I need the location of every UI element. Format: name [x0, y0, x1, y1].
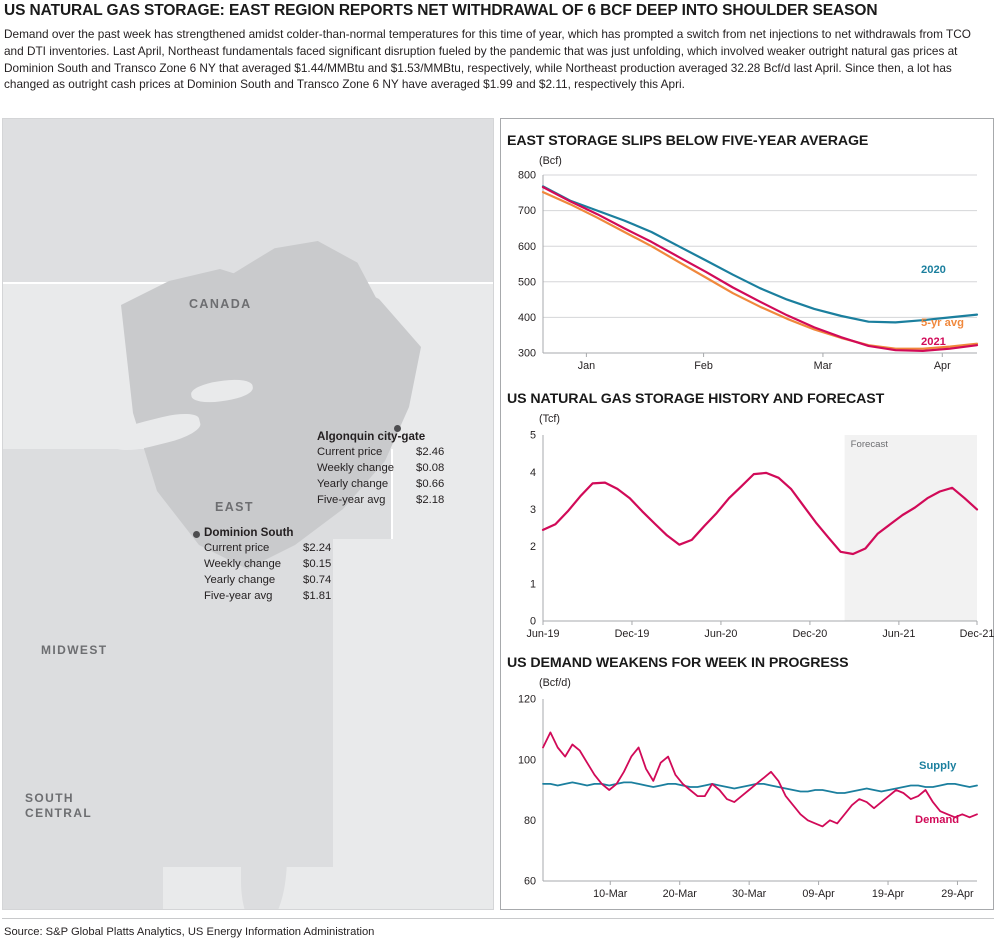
y-tick-label: 120	[517, 693, 536, 706]
gulf-water	[163, 867, 494, 910]
y-tick-label: 600	[517, 240, 536, 253]
chart-2-unit: (Tcf)	[539, 413, 560, 425]
y-tick-label: 700	[517, 205, 536, 218]
map-label-east: EAST	[215, 500, 254, 514]
map-panel	[2, 118, 494, 910]
x-tick-label: Jan	[577, 360, 596, 372]
callout-value: $1.81	[303, 590, 332, 603]
x-tick-label: 09-Apr	[802, 888, 835, 900]
y-tick-label: 800	[517, 169, 536, 182]
chart-2-title: US NATURAL GAS STORAGE HISTORY AND FORECAST	[507, 391, 885, 407]
series-label: 5-yr avg	[921, 317, 964, 329]
chart-3-title: US DEMAND WEAKENS FOR WEEK IN PROGRESS	[507, 655, 849, 671]
callout-label: Five-year avg	[204, 590, 273, 603]
callout-row	[317, 461, 444, 477]
lake-michigan	[9, 331, 49, 439]
forecast-shading	[845, 435, 977, 621]
callout-algonquin-title: Algonquin city-gate	[317, 430, 426, 443]
article-summary: Demand over the past week has strengthened amidst colder-than-normal temperatures for this time of year, which has prompted a switch from net injections to net withdrawals from TCO and DTI inventories. Last April, Northeast fundamentals faced significant disruption fueled by the pandemic that was just unfolding, which involved weaker outright natural gas prices at Dominion South and Transco Zone 6 NY that averaged $1.44/MMBtu and $1.53/MMBtu, respectively, while Northeast production averaged 32.28 Bcf/d last April. Since then, a lot has changed as outright cash prices at Dominion South and Transco Zone 6 NY have averaged $1.99 and $2.11, respectively this Apri.	[4, 27, 971, 92]
callout-row	[317, 493, 444, 509]
y-tick-label: 3	[529, 504, 536, 516]
callout-label: Current price	[204, 542, 270, 555]
chart-1-title: EAST STORAGE SLIPS BELOW FIVE-YEAR AVERAGE	[507, 133, 869, 149]
callout-value: $0.66	[416, 478, 445, 491]
x-tick-label: 30-Mar	[732, 888, 767, 900]
callout-value: $0.15	[303, 558, 332, 571]
x-tick-label: Jun-21	[882, 628, 916, 640]
callout-row	[204, 589, 331, 605]
y-tick-label: 0	[529, 615, 536, 628]
callout-dominion-south	[204, 525, 331, 605]
callout-value: $2.24	[303, 542, 332, 555]
x-tick-label: 10-Mar	[593, 888, 628, 900]
x-tick-label: Mar	[813, 360, 833, 372]
chart-1-plot	[501, 169, 995, 379]
chart-storage-history	[501, 391, 995, 651]
y-tick-label: 100	[517, 754, 536, 767]
callout-dominion-south-title: Dominion South	[204, 526, 294, 539]
callout-label: Weekly change	[204, 558, 282, 571]
x-tick-label: Jun-20	[704, 628, 738, 640]
callout-label: Yearly change	[204, 574, 276, 587]
callout-row	[204, 541, 331, 557]
callout-row	[204, 557, 331, 573]
dominion-south-marker-dot	[193, 531, 200, 538]
footer-divider	[2, 918, 994, 919]
y-tick-label: 60	[523, 875, 536, 888]
callout-label: Five-year avg	[317, 494, 386, 507]
x-tick-label: Dec-20	[792, 628, 828, 640]
x-tick-label: Apr	[933, 360, 951, 372]
x-tick-label: Feb	[694, 360, 713, 372]
y-tick-label: 300	[517, 347, 536, 360]
x-tick-label: 20-Mar	[662, 888, 697, 900]
callout-row	[317, 445, 444, 461]
x-tick-label: Dec-19	[614, 628, 650, 640]
series-label: Demand	[915, 814, 960, 826]
map-label-south-central: SOUTH CENTRAL	[25, 791, 93, 820]
callout-value: $0.08	[416, 462, 445, 475]
atlantic-ocean	[333, 539, 494, 910]
chart-3-unit: (Bcf/d)	[539, 677, 571, 689]
florida-peninsula	[241, 809, 287, 910]
callout-label: Weekly change	[317, 462, 395, 475]
series-label: 2021	[921, 336, 946, 348]
callout-label: Yearly change	[317, 478, 389, 491]
y-tick-label: 2	[529, 541, 536, 554]
series-line	[543, 782, 977, 793]
callout-label: Current price	[317, 446, 383, 459]
chart-2-plot	[501, 427, 995, 647]
map-label-canada: CANADA	[189, 297, 252, 311]
series-line	[543, 732, 977, 826]
source-note: Source: S&P Global Platts Analytics, US Energy Information Administration	[4, 926, 375, 938]
x-tick-label: Dec-21	[959, 628, 995, 640]
page-title: US NATURAL GAS STORAGE: EAST REGION REPORTS NET WITHDRAWAL OF 6 BCF DEEP INTO SHOULDER SEASON	[4, 2, 878, 19]
callout-value: $2.46	[416, 446, 445, 459]
series-label: 2020	[921, 264, 946, 276]
callout-value: $2.18	[416, 494, 445, 507]
y-tick-label: 1	[529, 578, 536, 591]
x-tick-label: Jun-19	[526, 628, 560, 640]
chart-demand	[501, 655, 995, 911]
y-tick-label: 400	[517, 312, 536, 324]
series-label: Supply	[919, 760, 957, 772]
y-tick-label: 5	[529, 429, 536, 442]
forecast-annotation: Forecast	[850, 439, 888, 450]
callout-row	[204, 573, 331, 589]
y-tick-label: 500	[517, 276, 536, 289]
chart-east-storage	[501, 133, 995, 383]
series-line	[543, 187, 977, 351]
callout-value: $0.74	[303, 574, 332, 587]
chart-1-unit: (Bcf)	[539, 155, 562, 167]
callout-algonquin	[317, 429, 444, 509]
callout-row	[317, 477, 444, 493]
x-tick-label: 19-Apr	[871, 888, 905, 900]
lake-huron	[62, 327, 126, 410]
charts-panel	[500, 118, 994, 910]
chart-3-plot	[501, 691, 995, 907]
y-tick-label: 4	[529, 466, 536, 479]
canada-landmass	[3, 119, 494, 284]
map-label-midwest: MIDWEST	[41, 643, 108, 657]
y-tick-label: 80	[523, 814, 536, 827]
x-tick-label: 29-Apr	[941, 888, 974, 900]
